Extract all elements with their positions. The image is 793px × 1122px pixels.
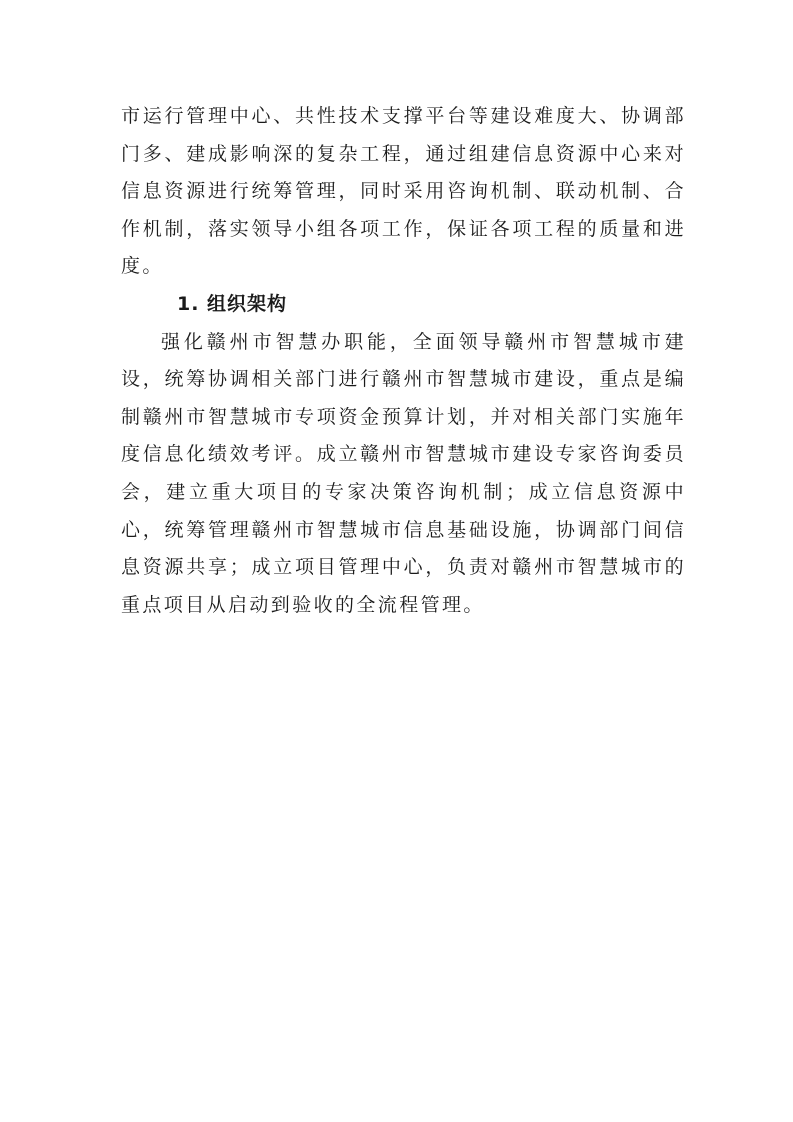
section-heading: 1. 组织架构 [177, 292, 288, 315]
continued-paragraph: 市运行管理中心、共性技术支撑平台等建设难度大、协调部门多、建成影响深的复杂工程，通过组建信息资源中心来对信息资源进行统筹管理，同时采用咨询机制、联动机制、合作机制，落实领导小组各项工作，保证各项工程的质量和进度。 [121, 105, 686, 278]
organization-paragraph: 强化赣州市智慧办职能，全面领导赣州市智慧城市建设，统筹协调相关部门进行赣州市智慧城市建设，重点是编制赣州市智慧城市专项资金预算计划，并对相关部门实施年度信息化绩效考评。成立赣州市智慧城市建设专家咨询委员会，建立重大项目的专家决策咨询机制；成立信息资源中心，统筹管理赣州市智慧城市信息基础设施，协调部门间信息资源共享；成立项目管理中心，负责对赣州市智慧城市的重点项目从启动到验收的全流程管理。 [121, 330, 686, 616]
document-body [121, 98, 686, 624]
